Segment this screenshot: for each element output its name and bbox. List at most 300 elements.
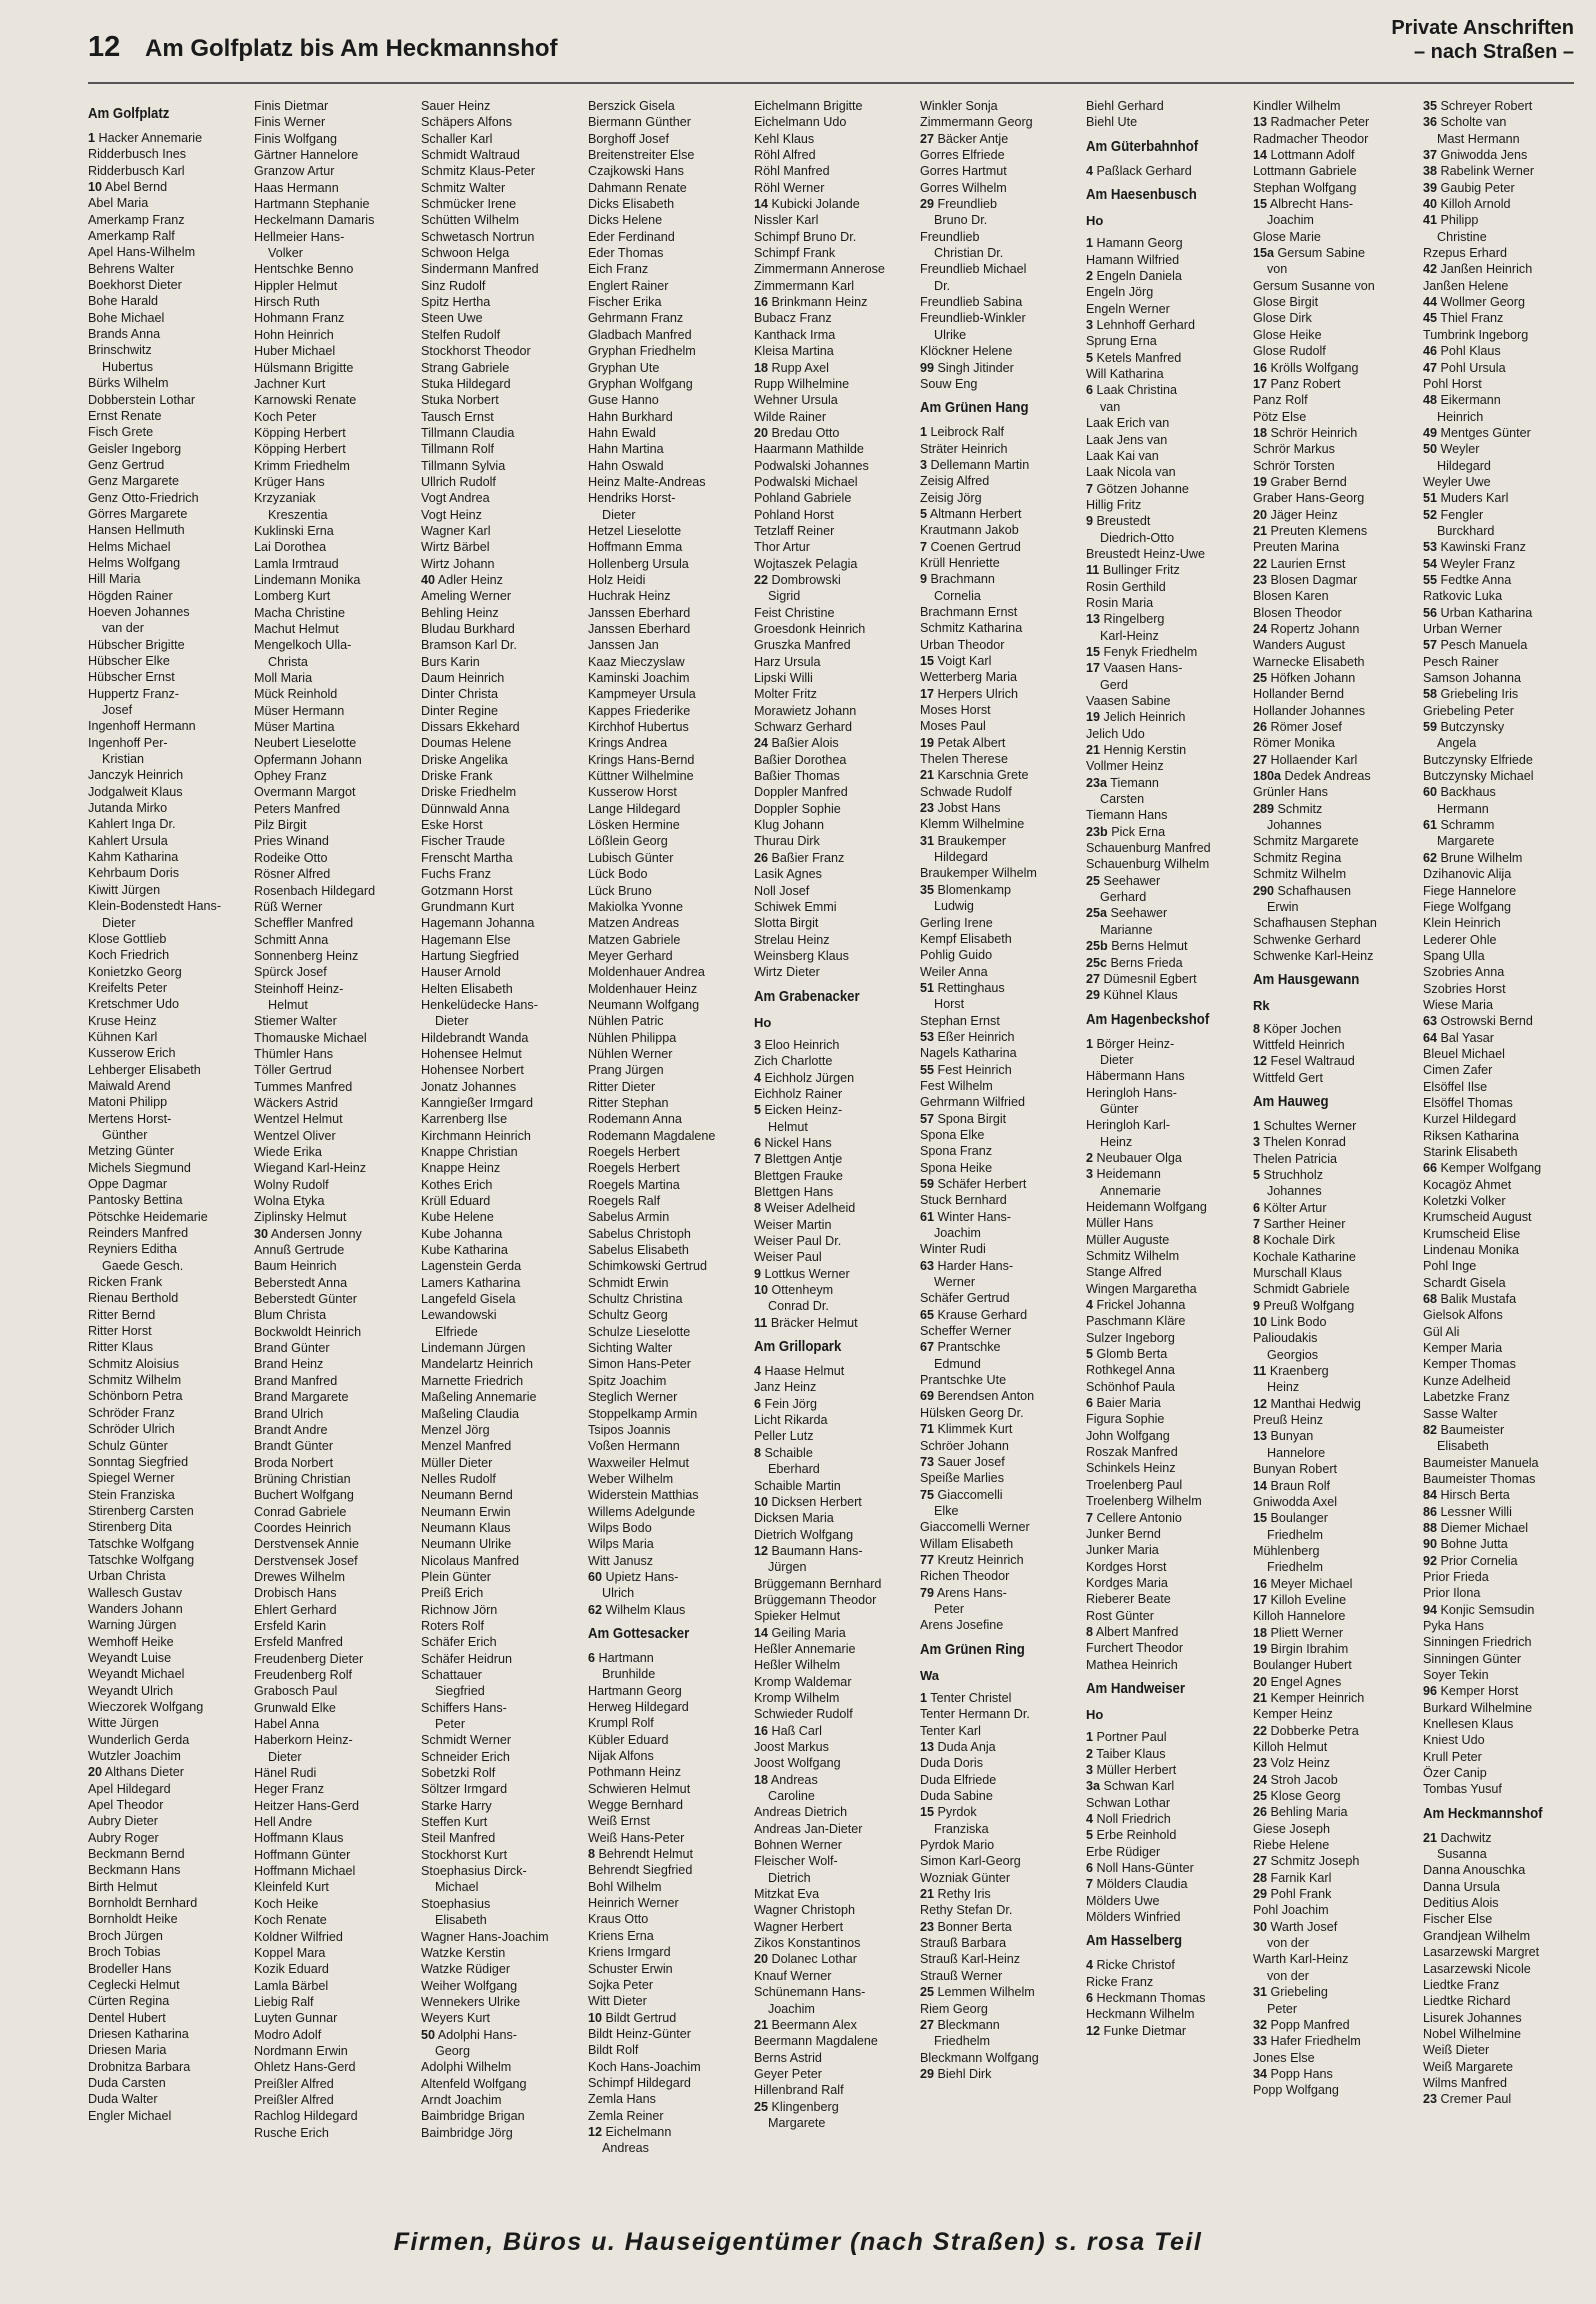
resident-name: Günter	[1100, 1101, 1139, 1116]
resident-entry	[1253, 1510, 1411, 1526]
resident-entry	[1086, 1657, 1244, 1673]
resident-entry	[254, 343, 412, 359]
resident-entry	[920, 163, 1078, 179]
resident-name: Nühlen Philippa	[588, 1030, 677, 1045]
resident-name: Hendriks Horst-	[588, 491, 676, 506]
resident-name: Adolphi Hans-	[437, 2027, 517, 2042]
resident-entry	[754, 490, 912, 506]
resident-name: Lemmen Wilhelm	[937, 1985, 1035, 2000]
resident-name: Joost Markus	[754, 1740, 829, 1754]
resident-entry	[254, 539, 412, 555]
resident-entry	[920, 1968, 1078, 1984]
house-number: 46	[1423, 344, 1438, 359]
resident-name: Schmitz Katharina	[920, 621, 1023, 636]
resident-name: Preuß Heinz	[1253, 1413, 1323, 1428]
resident-name: Wehner Ursula	[754, 393, 838, 408]
resident-entry	[1423, 310, 1574, 326]
entry-continuation	[1086, 922, 1244, 938]
resident-name: Friedhelm	[1267, 1527, 1323, 1542]
resident-name: Edmund	[934, 1356, 981, 1371]
resident-entry	[920, 1438, 1078, 1454]
resident-entry	[88, 1895, 246, 1911]
resident-entry	[1086, 905, 1244, 921]
resident-entry	[421, 409, 579, 425]
resident-entry	[588, 1193, 746, 1209]
resident-entry	[254, 1602, 412, 1618]
resident-entry	[254, 1406, 412, 1422]
resident-name: Fischer Traude	[421, 834, 505, 849]
resident-entry	[588, 1455, 746, 1471]
resident-name: Moses Paul	[920, 719, 986, 734]
house-number: 27	[920, 2017, 935, 2032]
resident-name: Laurien Ernst	[1270, 556, 1346, 571]
resident-entry	[421, 768, 579, 784]
resident-name: Schaible Martin	[754, 1478, 841, 1493]
resident-name: Zimmermann Georg	[920, 115, 1033, 130]
resident-name: Heßler Wilhelm	[754, 1658, 841, 1673]
resident-entry	[421, 1242, 579, 1258]
resident-name: Steil Manfred	[421, 1831, 496, 1846]
resident-name: Arens Josefine	[920, 1618, 1004, 1633]
entry-continuation	[1086, 628, 1244, 644]
entry-continuation	[1086, 1183, 1244, 1199]
resident-name: Weyers Kurt	[421, 2011, 491, 2026]
resident-entry	[88, 1928, 246, 1944]
resident-name: Gaubig Peter	[1440, 180, 1515, 195]
resident-name: Blosen Theodor	[1253, 605, 1342, 620]
resident-name: Kreifelts Peter	[88, 980, 168, 995]
resident-name: Kretschmer Udo	[88, 997, 179, 1012]
resident-name: Hagemann Else	[421, 932, 511, 947]
resident-entry	[88, 1862, 246, 1878]
house-number: 7	[1086, 1877, 1094, 1892]
house-number: 61	[1423, 818, 1438, 833]
resident-entry	[754, 784, 912, 800]
resident-entry	[254, 1700, 412, 1716]
resident-entry	[920, 294, 1078, 310]
resident-entry	[1086, 350, 1244, 366]
resident-name: Andreas Dietrich	[754, 1805, 848, 1820]
house-number: 2	[1086, 269, 1094, 284]
entry-continuation	[88, 915, 246, 931]
resident-entry	[588, 948, 746, 964]
resident-name: Bohnen Werner	[754, 1838, 842, 1853]
resident-name: Özer Canip	[1423, 1766, 1487, 1781]
resident-name: Dobberstein Lothar	[88, 392, 196, 407]
resident-name: Burkard Wilhelmine	[1423, 1700, 1533, 1715]
resident-entry	[1253, 1053, 1411, 1069]
resident-name: Aubry Roger	[88, 1830, 159, 1845]
resident-entry	[1423, 1781, 1574, 1797]
resident-entry	[588, 1406, 746, 1422]
street-heading: Am Hagenbeckshof	[1086, 1010, 1210, 1028]
resident-entry	[88, 1388, 246, 1404]
resident-entry	[1423, 1193, 1574, 1209]
resident-name: Kusserow Horst	[588, 785, 677, 800]
resident-name: Amerkamp Franz	[88, 212, 185, 227]
house-number: 56	[1423, 605, 1438, 620]
house-number: 19	[1086, 710, 1101, 725]
resident-name: Braun Rolf	[1270, 1478, 1331, 1493]
house-number: 6	[1253, 1200, 1261, 1215]
resident-entry	[254, 409, 412, 425]
resident-entry	[254, 2010, 412, 2026]
resident-entry	[588, 474, 746, 490]
resident-entry	[1253, 1576, 1411, 1592]
resident-entry	[1423, 752, 1574, 768]
resident-entry	[1086, 1215, 1244, 1231]
resident-entry	[920, 931, 1078, 947]
resident-entry	[1253, 1951, 1411, 1967]
resident-entry	[254, 1193, 412, 1209]
resident-name: Görres Margarete	[88, 506, 188, 521]
resident-name: Lück Bodo	[588, 867, 648, 882]
resident-name: Simon Hans-Peter	[588, 1357, 691, 1372]
resident-name: Gotzmann Horst	[421, 883, 513, 898]
resident-name: Konjic Semsudin	[1440, 1602, 1535, 1617]
resident-entry	[1086, 1166, 1244, 1182]
house-number: 15	[1253, 197, 1268, 212]
resident-entry	[588, 2042, 746, 2058]
resident-name: Breustedt	[1096, 514, 1151, 529]
resident-name: Pötschke Heidemarie	[88, 1209, 208, 1224]
street-heading: Am Hauweg	[1253, 1092, 1329, 1110]
resident-entry	[421, 196, 579, 212]
resident-entry	[588, 703, 746, 719]
resident-entry	[88, 784, 246, 800]
resident-entry	[1253, 1592, 1411, 1608]
resident-entry	[254, 621, 412, 637]
resident-entry	[588, 327, 746, 343]
resident-name: Strelau Heinz	[754, 932, 830, 947]
resident-name: Butczynsky	[1440, 720, 1505, 735]
resident-entry	[1086, 317, 1244, 333]
resident-name: Seehawer	[1110, 906, 1168, 921]
resident-name: Kaaz Mieczyslaw	[588, 654, 685, 669]
house-number: 53	[1423, 540, 1438, 555]
resident-name: Singh Jitinder	[937, 360, 1014, 375]
resident-entry	[1086, 938, 1244, 954]
resident-name: Langefeld Gisela	[421, 1292, 516, 1307]
resident-entry	[254, 1013, 412, 1029]
resident-entry	[754, 327, 912, 343]
resident-entry	[254, 1030, 412, 1046]
resident-name: Danna Ursula	[1423, 1879, 1501, 1894]
resident-name: Schwoon Helga	[421, 246, 510, 261]
resident-name: Gielsok Alfons	[1423, 1308, 1503, 1323]
resident-entry	[88, 2042, 246, 2058]
resident-name: Wanders August	[1253, 638, 1345, 653]
resident-name: Giese Joseph	[1253, 1821, 1331, 1836]
resident-entry	[920, 1111, 1078, 1127]
resident-entry	[1253, 163, 1411, 179]
resident-entry	[1423, 2075, 1574, 2091]
resident-name: Roters Rolf	[421, 1618, 484, 1633]
resident-name: Schrör Heinrich	[1270, 425, 1358, 440]
entry-continuation	[88, 359, 246, 375]
house-number: 9	[1253, 1298, 1261, 1313]
resident-name: Biehl Ute	[1086, 115, 1138, 130]
resident-name: von der	[1267, 1968, 1310, 1983]
resident-name: Gorres Wilhelm	[920, 180, 1007, 195]
resident-name: Broch Tobias	[88, 1945, 161, 1960]
resident-entry	[588, 1536, 746, 1552]
resident-entry	[1253, 637, 1411, 653]
resident-name: Margarete	[1437, 834, 1495, 849]
resident-name: Duda Walter	[88, 2092, 158, 2107]
resident-entry	[1086, 513, 1244, 529]
resident-entry	[1423, 114, 1574, 130]
resident-name: Guse Hanno	[588, 393, 659, 408]
resident-entry	[1086, 1297, 1244, 1313]
resident-name: Prior Ilona	[1423, 1586, 1481, 1601]
house-number: 27	[1253, 752, 1268, 767]
resident-name: Rosin Gerthild	[1086, 579, 1166, 594]
resident-name: Laak Nicola van	[1086, 465, 1176, 480]
resident-name: Nühlen Werner	[588, 1046, 673, 1061]
house-number: 14	[1253, 148, 1268, 163]
house-number: 18	[1253, 1625, 1268, 1640]
resident-entry	[421, 1128, 579, 1144]
resident-name: Genz Margarete	[88, 474, 179, 489]
resident-entry	[1086, 1957, 1244, 1973]
resident-name: Willam Elisabeth	[920, 1536, 1014, 1551]
resident-name: Kehl Klaus	[754, 131, 815, 146]
house-number: 54	[1423, 556, 1438, 571]
entry-continuation	[920, 327, 1078, 343]
resident-name: Liedtke Richard	[1423, 1994, 1511, 2009]
resident-name: Kahlert Ursula	[88, 833, 168, 848]
resident-entry	[421, 1602, 579, 1618]
resident-name: Hoffmann Emma	[588, 540, 683, 555]
house-number: 21	[754, 2017, 769, 2032]
resident-entry	[1086, 481, 1244, 497]
house-number: 25	[920, 1985, 935, 2000]
house-number: 49	[1423, 425, 1438, 440]
resident-name: Weiser Paul	[754, 1250, 822, 1265]
resident-name: Schmitz Aloisius	[88, 1356, 179, 1371]
section-label	[1391, 16, 1574, 64]
resident-name: Wemhoff Heike	[88, 1634, 174, 1649]
resident-entry	[1253, 1314, 1411, 1330]
house-number: 20	[754, 425, 769, 440]
resident-entry	[588, 670, 746, 686]
resident-entry	[754, 1184, 912, 1200]
resident-name: Ziplinsky Helmut	[254, 1210, 347, 1225]
resident-name: Weyler	[1440, 442, 1480, 457]
house-number: 1	[920, 425, 928, 440]
resident-name: Engeln Jörg	[1086, 285, 1154, 300]
resident-entry	[1423, 1242, 1574, 1258]
house-number: 7	[754, 1152, 762, 1167]
resident-name: Heckelmann Damaris	[254, 213, 375, 228]
resident-name: Christian Dr.	[934, 246, 1004, 261]
resident-name: Ludwig	[934, 899, 974, 914]
resident-entry	[588, 1911, 746, 1927]
resident-entry	[1086, 1068, 1244, 1084]
resident-entry	[1253, 114, 1411, 130]
resident-name: Kordges Horst	[1086, 1559, 1167, 1574]
resident-name: Erbe Rüdiger	[1086, 1844, 1161, 1859]
resident-name: Engel Agnes	[1270, 1674, 1342, 1689]
resident-name: Kirchmann Heinrich	[421, 1128, 531, 1143]
entry-continuation	[920, 1601, 1078, 1617]
house-number: 17	[1253, 376, 1268, 391]
resident-name: Schmitz Joseph	[1270, 1854, 1360, 1869]
resident-entry	[1253, 1396, 1411, 1412]
resident-entry	[88, 1650, 246, 1666]
house-number: 59	[1423, 720, 1438, 735]
house-number: 20	[754, 1952, 769, 1967]
resident-entry	[88, 1062, 246, 1078]
entry-continuation	[920, 996, 1078, 1012]
resident-entry	[1253, 1886, 1411, 1902]
resident-entry	[1253, 1788, 1411, 1804]
resident-name: Cimen Zafer	[1423, 1063, 1493, 1078]
resident-name: Lösken Hermine	[588, 818, 680, 833]
resident-entry	[1253, 1200, 1411, 1216]
resident-entry	[588, 1177, 746, 1193]
resident-name: Troelenberg Wilhelm	[1086, 1494, 1202, 1509]
resident-entry	[88, 408, 246, 424]
resident-name: Waxweiler Helmut	[588, 1455, 690, 1470]
resident-entry	[421, 1781, 579, 1797]
resident-name: Schauenburg Manfred	[1086, 841, 1211, 856]
resident-name: Schmitz Walter	[421, 180, 506, 195]
resident-name: Englert Rainer	[588, 278, 669, 293]
resident-name: Josef	[102, 703, 133, 718]
resident-name: Althans Dieter	[104, 1765, 184, 1780]
resident-name: Wingen Margaretha	[1086, 1281, 1197, 1296]
resident-entry	[920, 702, 1078, 718]
resident-name: Tillmann Rolf	[421, 442, 495, 457]
resident-name: Börger Heinz-	[1096, 1036, 1175, 1051]
house-number: 25	[1253, 1789, 1268, 1804]
resident-name: Eikermann	[1440, 393, 1501, 408]
resident-entry	[920, 376, 1078, 392]
resident-entry	[1423, 670, 1574, 686]
resident-entry	[754, 425, 912, 441]
resident-entry	[754, 1886, 912, 1902]
resident-entry	[1423, 343, 1574, 359]
resident-entry	[754, 850, 912, 866]
resident-name: Rethy Stefan Dr.	[920, 1903, 1013, 1918]
resident-name: Kozik Eduard	[254, 1962, 329, 1977]
resident-entry	[920, 2001, 1078, 2017]
resident-name: Giaccomelli Werner	[920, 1520, 1030, 1535]
resident-name: Kleisa Martina	[754, 344, 834, 359]
resident-name: Pesch Rainer	[1423, 654, 1499, 669]
resident-name: Baimbridge Brigan	[421, 2109, 525, 2124]
resident-entry	[920, 1045, 1078, 1061]
resident-name: Neumann Erwin	[421, 1504, 511, 1519]
resident-entry	[1086, 1795, 1244, 1811]
house-number: 19	[1253, 1641, 1268, 1656]
resident-entry	[254, 1356, 412, 1372]
house-number: 16	[754, 295, 769, 310]
entry-continuation	[254, 654, 412, 670]
resident-entry	[588, 523, 746, 539]
resident-name: Behrendt Siegfried	[588, 1863, 693, 1878]
resident-entry	[1423, 2059, 1574, 2075]
resident-name: Steglich Werner	[588, 1390, 678, 1405]
resident-name: Sobetzki Rolf	[421, 1766, 496, 1781]
resident-entry	[1423, 654, 1574, 670]
resident-entry	[1086, 2006, 1244, 2022]
resident-name: Weiser Adelheid	[764, 1201, 856, 1216]
resident-name: Stephan Ernst	[920, 1013, 1000, 1028]
resident-name: Bleckmann	[937, 2017, 1000, 2032]
resident-name: Schröder Ulrich	[88, 1422, 175, 1437]
resident-name: Schneider Erich	[421, 1749, 510, 1764]
resident-name: Schwenke Gerhard	[1253, 932, 1361, 947]
resident-entry	[588, 752, 746, 768]
house-number: 10	[754, 1283, 769, 1298]
resident-name: Hahn Oswald	[588, 458, 664, 473]
resident-entry	[1086, 1428, 1244, 1444]
entry-continuation	[88, 751, 246, 767]
resident-entry	[1423, 784, 1574, 800]
resident-entry	[1086, 268, 1244, 284]
entry-continuation	[1253, 1968, 1411, 1984]
resident-name: Gryphan Ute	[588, 360, 660, 375]
resident-name: Krumpl Rolf	[588, 1716, 654, 1731]
resident-entry	[421, 441, 579, 457]
resident-name: Gerhard	[1100, 890, 1147, 905]
resident-name: Kahm Katharina	[88, 850, 179, 865]
resident-entry	[254, 2059, 412, 2075]
resident-entry	[88, 604, 246, 620]
resident-entry	[421, 1487, 579, 1503]
resident-entry	[1086, 1974, 1244, 1990]
resident-name: Herweg Hildegard	[588, 1700, 689, 1714]
resident-name: Bornholdt Heike	[88, 1912, 178, 1927]
house-number: 26	[754, 850, 769, 865]
resident-entry	[1423, 1160, 1574, 1176]
resident-name: Ridderbusch Ines	[88, 147, 187, 162]
resident-entry	[1423, 1977, 1574, 1993]
resident-name: Pesch Manuela	[1440, 638, 1528, 653]
resident-name: Kampmeyer Ursula	[588, 687, 696, 702]
resident-name: Hirsch Ruth	[254, 295, 320, 310]
resident-entry	[754, 1543, 912, 1559]
resident-name: Link Bodo	[1270, 1315, 1327, 1330]
resident-entry	[421, 458, 579, 474]
resident-entry	[421, 2076, 579, 2092]
entry-continuation	[920, 849, 1078, 865]
resident-entry	[421, 1291, 579, 1307]
house-number: 1	[1086, 1730, 1094, 1745]
resident-entry	[88, 212, 246, 228]
resident-name: Brachmann	[930, 572, 995, 587]
resident-entry	[88, 1421, 246, 1437]
resident-entry	[588, 1813, 746, 1829]
house-number: 63	[1423, 1014, 1438, 1029]
resident-entry	[1423, 376, 1574, 392]
resident-name: Rabelink Werner	[1440, 164, 1535, 179]
resident-name: Söltzer Irmgard	[421, 1782, 508, 1797]
resident-name: Heringloh Hans-	[1086, 1085, 1177, 1100]
resident-entry	[1253, 131, 1411, 147]
resident-entry	[421, 833, 579, 849]
resident-name: Brand Manfred	[254, 1373, 338, 1388]
resident-entry	[1086, 1379, 1244, 1395]
resident-entry	[920, 147, 1078, 163]
resident-entry	[920, 1919, 1078, 1935]
resident-name: Hohensee Norbert	[421, 1063, 524, 1078]
resident-entry	[920, 1372, 1078, 1388]
resident-entry	[588, 1111, 746, 1127]
